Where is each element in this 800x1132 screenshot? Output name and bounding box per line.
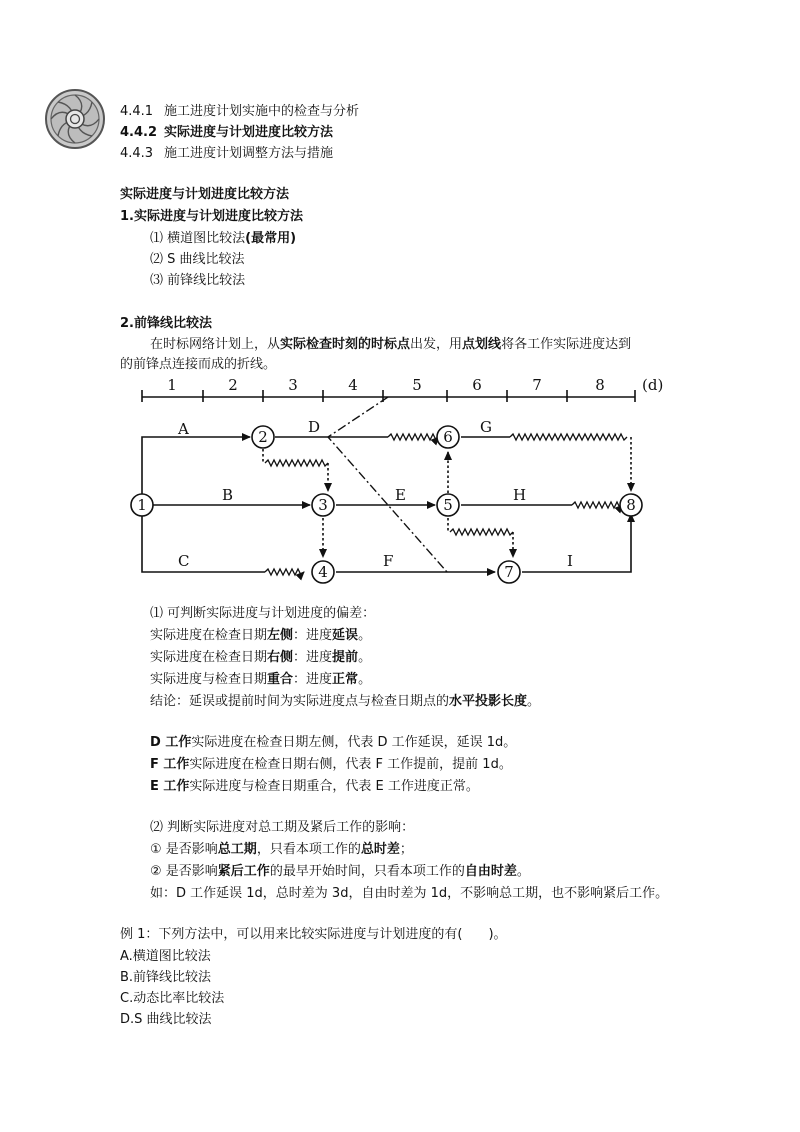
method-name: 前锋线比较法 (167, 273, 246, 288)
scale-label: 2 (228, 376, 238, 394)
text-run-bold: 点划线 (462, 337, 502, 352)
activity-label: I (567, 552, 573, 570)
question-option[interactable]: A.横道图比较法 (120, 949, 211, 964)
node-label: 4 (318, 563, 328, 581)
example-label: D 工作 (150, 735, 192, 750)
wavy-line-H (572, 502, 623, 508)
judge1-line (150, 624, 371, 643)
toc-number: 4.4.3 (120, 146, 154, 161)
question-stem: 例 1：下列方法中，可以用来比较实际进度与计划进度的有( )。 (120, 927, 507, 942)
node-label: 2 (258, 428, 268, 446)
activity-label: A (178, 420, 189, 438)
toc-item-4-4-1[interactable] (120, 100, 359, 119)
judge2-title: ⑵ 判断实际进度对总工期及紧后工作的影响： (150, 820, 415, 835)
text-run-bold: 自由时差 (464, 864, 517, 879)
question-option[interactable]: C.动态比率比较法 (120, 991, 225, 1006)
node-label: 6 (443, 428, 453, 446)
text-run-bold: 实际检查时刻的时标点 (280, 337, 411, 352)
judge2-line (150, 838, 413, 857)
example-text: 实际进度在检查日期左侧，代表 D 工作延误，延误 1d。 (191, 735, 517, 750)
frontline-dash-dot (328, 397, 447, 572)
activity-label: D (308, 418, 321, 436)
part2-heading: 2.前锋线比较法 (120, 316, 212, 331)
example-text: 实际进度与检查日期重合，代表 E 工作进度正常。 (189, 779, 479, 794)
text-run-bold: 提前 (332, 650, 359, 665)
part2-paragraph-line2: 的前锋点连接而成的折线。 (120, 357, 277, 372)
time-scale (142, 390, 635, 402)
method-note: (最常用) (245, 231, 297, 246)
node-label: 7 (504, 563, 514, 581)
text-run: 。 (358, 672, 372, 687)
node-label: 3 (318, 496, 328, 514)
spiral-logo-icon (44, 88, 106, 150)
scale-label: 3 (288, 376, 298, 394)
toc-item-4-4-2[interactable] (120, 121, 333, 140)
wavy-line-2-3 (265, 460, 328, 466)
text-run: ：进度 (293, 672, 333, 687)
text-run: 在时标网络计划上，从 (150, 337, 281, 352)
text-run-bold: 延误 (332, 628, 359, 643)
text-run: ② 是否影响 (150, 864, 218, 879)
activity-C-arrow (142, 516, 265, 572)
text-run: ：进度 (293, 650, 333, 665)
scale-label: 1 (167, 376, 177, 394)
method-item (150, 248, 245, 267)
list-marker: ⑵ (150, 252, 164, 267)
example-label: E 工作 (150, 779, 190, 794)
activity-label: F (383, 552, 394, 570)
text-run-bold: 正常 (332, 672, 359, 687)
question-option[interactable]: B.前锋线比较法 (120, 970, 212, 985)
text-run-bold: 总时差 (360, 842, 400, 857)
text-run: 实际进度在检查日期 (150, 650, 268, 665)
text-run: ：进度 (293, 628, 333, 643)
toc-number: 4.4.2 (120, 125, 158, 140)
node-label: 1 (137, 496, 147, 514)
example-line-F (150, 753, 512, 772)
text-run: 。 (516, 864, 530, 879)
toc-title: 施工进度计划实施中的检查与分析 (164, 104, 360, 119)
wavy-line-C (265, 569, 304, 575)
question-option[interactable]: D.S 曲线比较法 (120, 1012, 212, 1027)
wavy-line-5-7 (450, 529, 513, 535)
judge1-line (150, 668, 371, 687)
text-run: ，只看本项工作的 (256, 842, 361, 857)
activity-label: E (395, 486, 406, 504)
activity-label: H (513, 486, 527, 504)
toc-title: 实际进度与计划进度比较方法 (164, 125, 334, 140)
wavy-line-G (510, 434, 627, 440)
toc-number: 4.4.1 (120, 104, 154, 119)
part1-heading: 1.实际进度与计划进度比较方法 (120, 209, 303, 224)
text-run: 的最早开始时间，只看本项工作的 (269, 864, 465, 879)
text-run: 。 (527, 694, 541, 709)
list-marker: ⑶ (150, 273, 164, 288)
text-run-bold: 右侧 (267, 650, 294, 665)
text-run-bold: 左侧 (267, 628, 294, 643)
text-run-bold: 紧后工作 (217, 864, 270, 879)
text-run: 。 (358, 650, 372, 665)
example-line-E (150, 775, 479, 794)
scale-unit: (d) (642, 376, 664, 394)
scale-label: 7 (532, 376, 542, 394)
node-label: 8 (626, 496, 636, 514)
scale-label: 6 (472, 376, 482, 394)
judge2-example: 如：D 工作延误 1d，总时差为 3d，自由时差为 1d，不影响总工期，也不影响紧后工作。 (150, 886, 669, 901)
wavy-line-D (388, 434, 439, 440)
text-run: 将各工作实际进度达到 (501, 337, 632, 352)
text-run: 结论：延误或提前时间为实际进度点与检查日期点的 (150, 694, 450, 709)
text-run: 出发，用 (410, 337, 463, 352)
judge2-line (150, 860, 530, 879)
text-run: 实际进度与检查日期 (150, 672, 268, 687)
text-run: 。 (358, 628, 372, 643)
frontline-network-diagram (120, 370, 680, 595)
example-text: 实际进度在检查日期右侧，代表 F 工作提前，提前 1d。 (189, 757, 512, 772)
scale-label: 4 (348, 376, 358, 394)
section-title: 实际进度与计划进度比较方法 (120, 187, 290, 202)
method-item (150, 269, 245, 288)
text-run: ； (399, 842, 413, 857)
toc-title: 施工进度计划调整方法与措施 (164, 146, 334, 161)
method-name: S 曲线比较法 (167, 252, 245, 267)
method-item (150, 227, 296, 246)
judge1-title: ⑴ 可判断实际进度与计划进度的偏差： (150, 606, 376, 621)
list-marker: ⑴ (150, 231, 164, 246)
activity-label: G (480, 418, 492, 436)
scale-label: 5 (412, 376, 422, 394)
text-run: 实际进度在检查日期 (150, 628, 268, 643)
toc-item-4-4-3[interactable] (120, 142, 333, 161)
text-run-bold: 水平投影长度 (449, 694, 528, 709)
scale-label: 8 (595, 376, 605, 394)
activity-label: C (178, 552, 190, 570)
node-label: 5 (443, 496, 453, 514)
judge1-line (150, 646, 371, 665)
activity-A-arrow (142, 437, 250, 494)
judge1-conclusion (150, 690, 540, 709)
activity-label: B (222, 486, 234, 504)
text-run: ① 是否影响 (150, 842, 218, 857)
method-name: 横道图比较法 (167, 231, 246, 246)
activity-I-arrow (522, 514, 631, 572)
example-label: F 工作 (150, 757, 190, 772)
part2-paragraph (150, 333, 631, 352)
text-run-bold: 总工期 (217, 842, 257, 857)
text-run-bold: 重合 (267, 672, 294, 687)
example-line-D (150, 731, 516, 750)
